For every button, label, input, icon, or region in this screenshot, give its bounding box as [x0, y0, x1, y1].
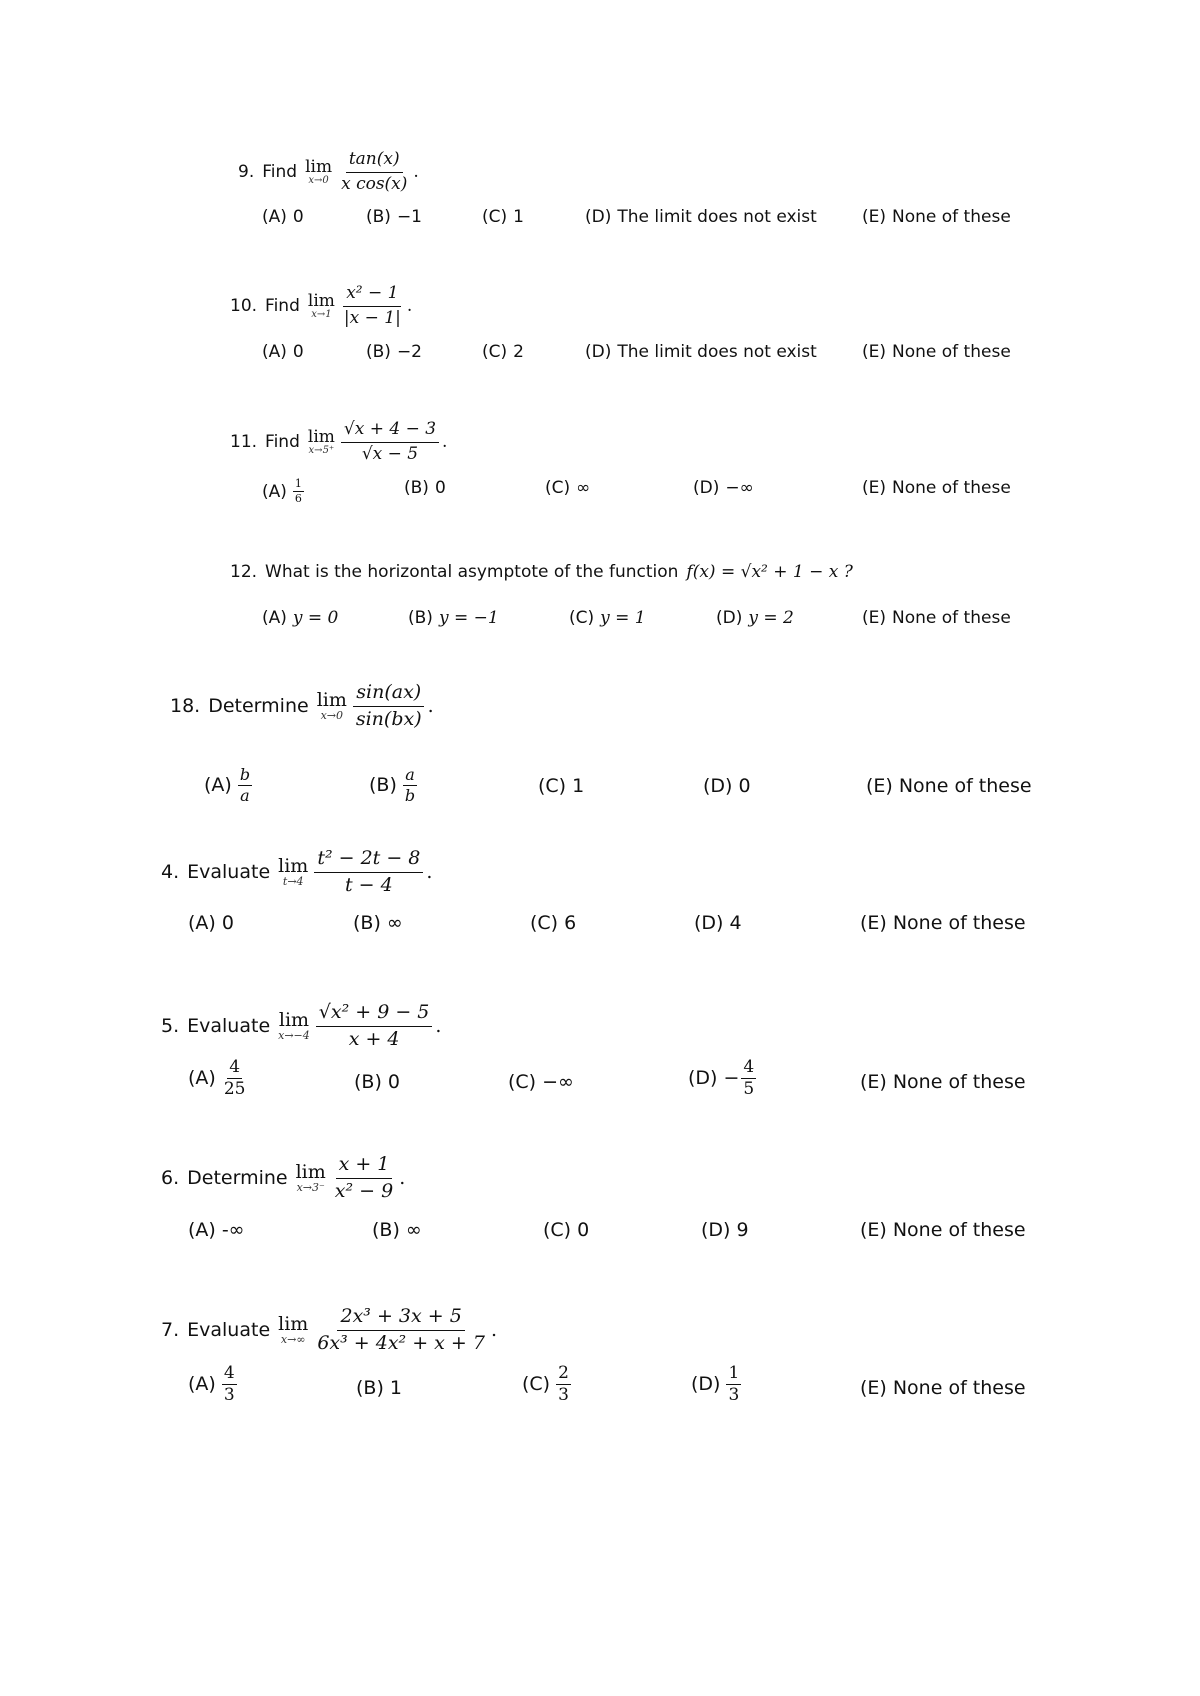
question-verb: Evaluate	[187, 861, 271, 884]
option-c[interactable]	[508, 1071, 574, 1093]
option-value: None of these	[892, 1071, 1026, 1093]
option-value: None of these	[892, 478, 1011, 498]
question-verb: Determine	[187, 1167, 288, 1190]
option-d[interactable]	[693, 478, 754, 498]
option-label: (E)	[866, 775, 893, 797]
option-value: −∞	[542, 1071, 574, 1093]
option-label: (B)	[353, 912, 381, 934]
question-verb: Find	[262, 162, 298, 183]
option-c[interactable]	[482, 207, 524, 227]
option-value: None of these	[892, 1219, 1026, 1241]
option-value: 0	[292, 342, 304, 362]
option-value: y = 0	[292, 608, 339, 628]
numerator: 4	[223, 1363, 235, 1383]
denominator: 3	[728, 1384, 740, 1405]
option-label: (C)	[545, 478, 571, 498]
question-number: 5.	[161, 1015, 180, 1038]
option-fraction	[222, 1364, 237, 1404]
lim-text: lim	[316, 689, 347, 712]
lim-subscript: x→−4	[278, 1029, 310, 1043]
option-label: (B)	[404, 478, 429, 498]
option-value: 0	[221, 912, 234, 934]
option-label: (A)	[204, 774, 232, 797]
numerator: √x² + 9 − 5	[316, 1002, 433, 1027]
option-d[interactable]	[688, 1058, 756, 1098]
option-label: (D)	[701, 1219, 731, 1241]
lim-subscript: x→0	[308, 174, 329, 186]
option-value: −∞	[725, 478, 754, 498]
option-label: (B)	[354, 1071, 382, 1093]
denominator: √x − 5	[361, 443, 419, 464]
option-b[interactable]	[404, 478, 446, 498]
option-value: 6	[564, 912, 577, 934]
option-e[interactable]	[866, 775, 1032, 797]
lim-text: lim	[295, 1161, 326, 1184]
limit-operator	[305, 156, 333, 186]
option-label: (A)	[188, 1373, 216, 1396]
question-stem	[161, 1154, 405, 1203]
question-number: 18.	[170, 695, 201, 718]
option-label: (D)	[585, 207, 612, 227]
option-label: (D)	[694, 912, 724, 934]
fraction	[314, 848, 423, 897]
denominator: sin(bx)	[355, 707, 422, 730]
numerator: 2	[558, 1363, 569, 1383]
period: .	[399, 1167, 406, 1190]
option-value: The limit does not exist	[617, 342, 817, 362]
option-label: (B)	[369, 774, 397, 797]
numerator: 1	[728, 1363, 740, 1383]
option-fraction	[556, 1364, 571, 1404]
question-number: 4.	[161, 861, 180, 884]
denominator: b	[404, 785, 416, 805]
option-c[interactable]	[538, 775, 584, 797]
option-value: 2	[513, 342, 524, 362]
option-value: ∞	[576, 478, 591, 498]
option-label: (E)	[862, 207, 887, 227]
option-value: -∞	[221, 1219, 245, 1241]
option-c[interactable]	[545, 478, 590, 498]
option-label: (D)	[716, 608, 743, 628]
option-label: (B)	[408, 608, 433, 628]
option-label: (E)	[860, 1071, 887, 1093]
limit-operator	[317, 691, 347, 721]
question-verb: Determine	[208, 695, 309, 718]
limit-operator	[307, 426, 335, 456]
question-verb: Evaluate	[187, 1015, 271, 1038]
fraction	[353, 682, 425, 731]
lim-text: lim	[307, 290, 335, 311]
option-label: (D)	[585, 342, 612, 362]
limit-operator	[296, 1163, 326, 1193]
option-fraction	[741, 1058, 756, 1098]
numerator: x² − 1	[343, 284, 401, 307]
lim-subscript: x→∞	[280, 1333, 306, 1347]
question-stem	[230, 562, 853, 582]
option-value: ∞	[386, 912, 403, 934]
option-d[interactable]	[716, 608, 794, 628]
denominator: 6x³ + 4x² + x + 7	[317, 1331, 485, 1354]
option-label: (C)	[522, 1373, 551, 1396]
lim-subscript: x→5⁺	[308, 444, 335, 456]
denominator: t − 4	[344, 873, 393, 896]
option-value: 0	[292, 207, 304, 227]
period: .	[426, 861, 433, 884]
option-a[interactable]	[188, 912, 234, 934]
option-value: None of these	[892, 912, 1026, 934]
option-label: (C)	[508, 1071, 537, 1093]
option-d[interactable]	[585, 207, 817, 227]
function-expression: f(x) = √x² + 1 − x ?	[686, 562, 853, 582]
option-c[interactable]	[530, 912, 576, 934]
numerator: 4	[229, 1057, 241, 1077]
question-stem	[230, 284, 412, 328]
question-stem	[230, 420, 447, 464]
option-b[interactable]	[353, 912, 403, 934]
question-stem	[161, 1306, 497, 1355]
option-label: (E)	[860, 912, 887, 934]
limit-operator	[278, 1315, 308, 1345]
option-label: (C)	[482, 342, 508, 362]
option-a[interactable]	[262, 207, 304, 227]
numerator: t² − 2t − 8	[314, 848, 423, 873]
option-a[interactable]	[188, 1219, 245, 1241]
numerator: b	[239, 765, 251, 784]
option-value: None of these	[892, 342, 1011, 362]
fraction	[332, 1154, 396, 1203]
option-e[interactable]	[860, 912, 1026, 934]
lim-text: lim	[278, 1313, 309, 1336]
option-label: (D)	[693, 478, 720, 498]
option-label: (E)	[862, 608, 887, 628]
limit-operator	[307, 290, 335, 320]
option-value: None of these	[892, 608, 1011, 628]
option-d[interactable]	[691, 1364, 741, 1404]
option-fraction	[222, 1058, 248, 1098]
option-label: (A)	[262, 481, 287, 502]
option-b[interactable]	[366, 342, 422, 362]
question-verb: Find	[265, 296, 300, 317]
option-c[interactable]	[482, 342, 524, 362]
fraction	[341, 420, 439, 464]
question-number: 12.	[230, 562, 258, 582]
option-label: (A)	[262, 342, 287, 362]
option-e[interactable]	[862, 342, 1011, 362]
option-b[interactable]	[354, 1071, 400, 1093]
denominator: |x − 1|	[343, 307, 401, 328]
period: .	[406, 296, 413, 317]
option-label: (E)	[860, 1219, 887, 1241]
option-fraction	[293, 478, 304, 505]
option-label: (E)	[860, 1377, 887, 1399]
option-value: ∞	[405, 1219, 422, 1241]
option-label: (C)	[569, 608, 595, 628]
denominator: x + 4	[348, 1027, 400, 1050]
numerator: 1	[293, 478, 304, 492]
limit-operator	[278, 1011, 310, 1041]
limit-operator	[278, 857, 308, 887]
lim-text: lim	[307, 426, 335, 447]
option-fraction	[726, 1364, 741, 1404]
option-e[interactable]	[860, 1071, 1026, 1093]
option-value: y = 1	[600, 608, 646, 628]
option-b[interactable]	[366, 207, 422, 227]
fraction	[341, 284, 404, 328]
option-a[interactable]	[262, 342, 304, 362]
fraction	[316, 1002, 433, 1051]
numerator: √x + 4 − 3	[341, 420, 439, 443]
option-label: (C)	[543, 1219, 572, 1241]
option-c[interactable]	[569, 608, 646, 628]
option-value: 9	[736, 1219, 749, 1241]
period: .	[442, 432, 448, 453]
question-stem	[161, 1002, 441, 1051]
numerator: sin(ax)	[353, 682, 424, 707]
option-label: (B)	[366, 207, 391, 227]
option-e[interactable]	[862, 207, 1011, 227]
fraction	[338, 150, 410, 194]
period: .	[413, 162, 419, 183]
question-text: What is the horizontal asymptote of the function	[265, 562, 679, 582]
option-value: 1	[572, 775, 585, 797]
option-value: −1	[396, 207, 422, 227]
question-number: 7.	[161, 1319, 180, 1342]
option-value: y = −1	[438, 608, 499, 628]
option-label: (A)	[188, 1067, 216, 1090]
denominator: a	[240, 785, 250, 805]
denominator: 25	[223, 1078, 246, 1099]
numerator: 2x³ + 3x + 5	[337, 1306, 464, 1331]
option-label: (A)	[188, 912, 216, 934]
option-e[interactable]	[862, 608, 1011, 628]
option-value: None of these	[898, 775, 1032, 797]
denominator: 3	[223, 1384, 235, 1405]
option-fraction	[238, 766, 252, 804]
period: .	[435, 1015, 442, 1038]
question-number: 11.	[230, 432, 258, 453]
option-label: (A)	[262, 207, 287, 227]
option-b[interactable]	[372, 1219, 422, 1241]
lim-subscript: t→4	[282, 875, 304, 889]
option-value: −2	[396, 342, 422, 362]
option-b[interactable]	[408, 608, 499, 628]
question-stem	[161, 848, 432, 897]
numerator: 4	[743, 1057, 755, 1077]
denominator: x² − 9	[334, 1179, 394, 1202]
option-a[interactable]	[262, 608, 338, 628]
option-label: (C)	[482, 207, 508, 227]
minus-sign: −	[723, 1067, 740, 1090]
option-label: (B)	[372, 1219, 400, 1241]
option-e[interactable]	[860, 1219, 1026, 1241]
option-d[interactable]	[694, 912, 742, 934]
option-label: (D)	[703, 775, 733, 797]
option-a[interactable]	[188, 1364, 237, 1404]
option-e[interactable]	[860, 1377, 1026, 1399]
question-number: 9.	[238, 162, 255, 183]
option-label: (C)	[530, 912, 559, 934]
option-value: None of these	[892, 1377, 1026, 1399]
option-a[interactable]	[188, 1058, 247, 1098]
question-number: 10.	[230, 296, 258, 317]
option-value: 0	[387, 1071, 400, 1093]
numerator: x + 1	[336, 1154, 393, 1179]
option-label: (A)	[262, 608, 287, 628]
option-value: 0	[434, 478, 446, 498]
option-value: y = 2	[748, 608, 794, 628]
option-b[interactable]	[369, 766, 417, 804]
lim-subscript: x→1	[311, 308, 332, 320]
option-value: 4	[729, 912, 742, 934]
option-value: None of these	[892, 207, 1011, 227]
option-a[interactable]	[262, 478, 304, 505]
option-label: (B)	[366, 342, 391, 362]
question-stem	[170, 682, 434, 731]
denominator: x cos(x)	[341, 173, 408, 194]
option-e[interactable]	[862, 478, 1011, 498]
option-value: 0	[738, 775, 751, 797]
option-label: (C)	[538, 775, 567, 797]
denominator: 3	[558, 1384, 569, 1405]
option-c[interactable]	[543, 1219, 589, 1241]
lim-text: lim	[278, 1009, 310, 1032]
option-label: (E)	[862, 342, 887, 362]
denominator: 5	[743, 1078, 755, 1099]
option-d[interactable]	[703, 775, 751, 797]
fraction	[314, 1306, 488, 1355]
lim-text: lim	[278, 855, 309, 878]
option-b[interactable]	[356, 1377, 402, 1399]
period: .	[490, 1319, 498, 1342]
option-label: (D)	[688, 1067, 718, 1090]
option-d[interactable]	[701, 1219, 749, 1241]
question-number: 6.	[161, 1167, 180, 1190]
lim-subscript: x→0	[320, 709, 343, 723]
lim-text: lim	[305, 156, 333, 177]
denominator: 6	[294, 492, 302, 506]
option-label: (E)	[862, 478, 887, 498]
option-c[interactable]	[522, 1364, 571, 1404]
question-verb: Evaluate	[187, 1319, 271, 1342]
option-value: 1	[513, 207, 524, 227]
option-d[interactable]	[585, 342, 817, 362]
option-value: The limit does not exist	[617, 207, 817, 227]
question-verb: Find	[265, 432, 300, 453]
option-value: 0	[577, 1219, 590, 1241]
lim-subscript: x→3⁻	[296, 1181, 325, 1195]
option-label: (D)	[691, 1373, 721, 1396]
question-stem	[238, 150, 419, 194]
option-a[interactable]	[204, 766, 252, 804]
option-value: 1	[389, 1377, 402, 1399]
option-label: (A)	[188, 1219, 216, 1241]
option-fraction	[403, 766, 417, 804]
numerator: a	[405, 765, 415, 784]
option-label: (B)	[356, 1377, 384, 1399]
period: .	[427, 695, 434, 718]
numerator: tan(x)	[346, 150, 403, 173]
